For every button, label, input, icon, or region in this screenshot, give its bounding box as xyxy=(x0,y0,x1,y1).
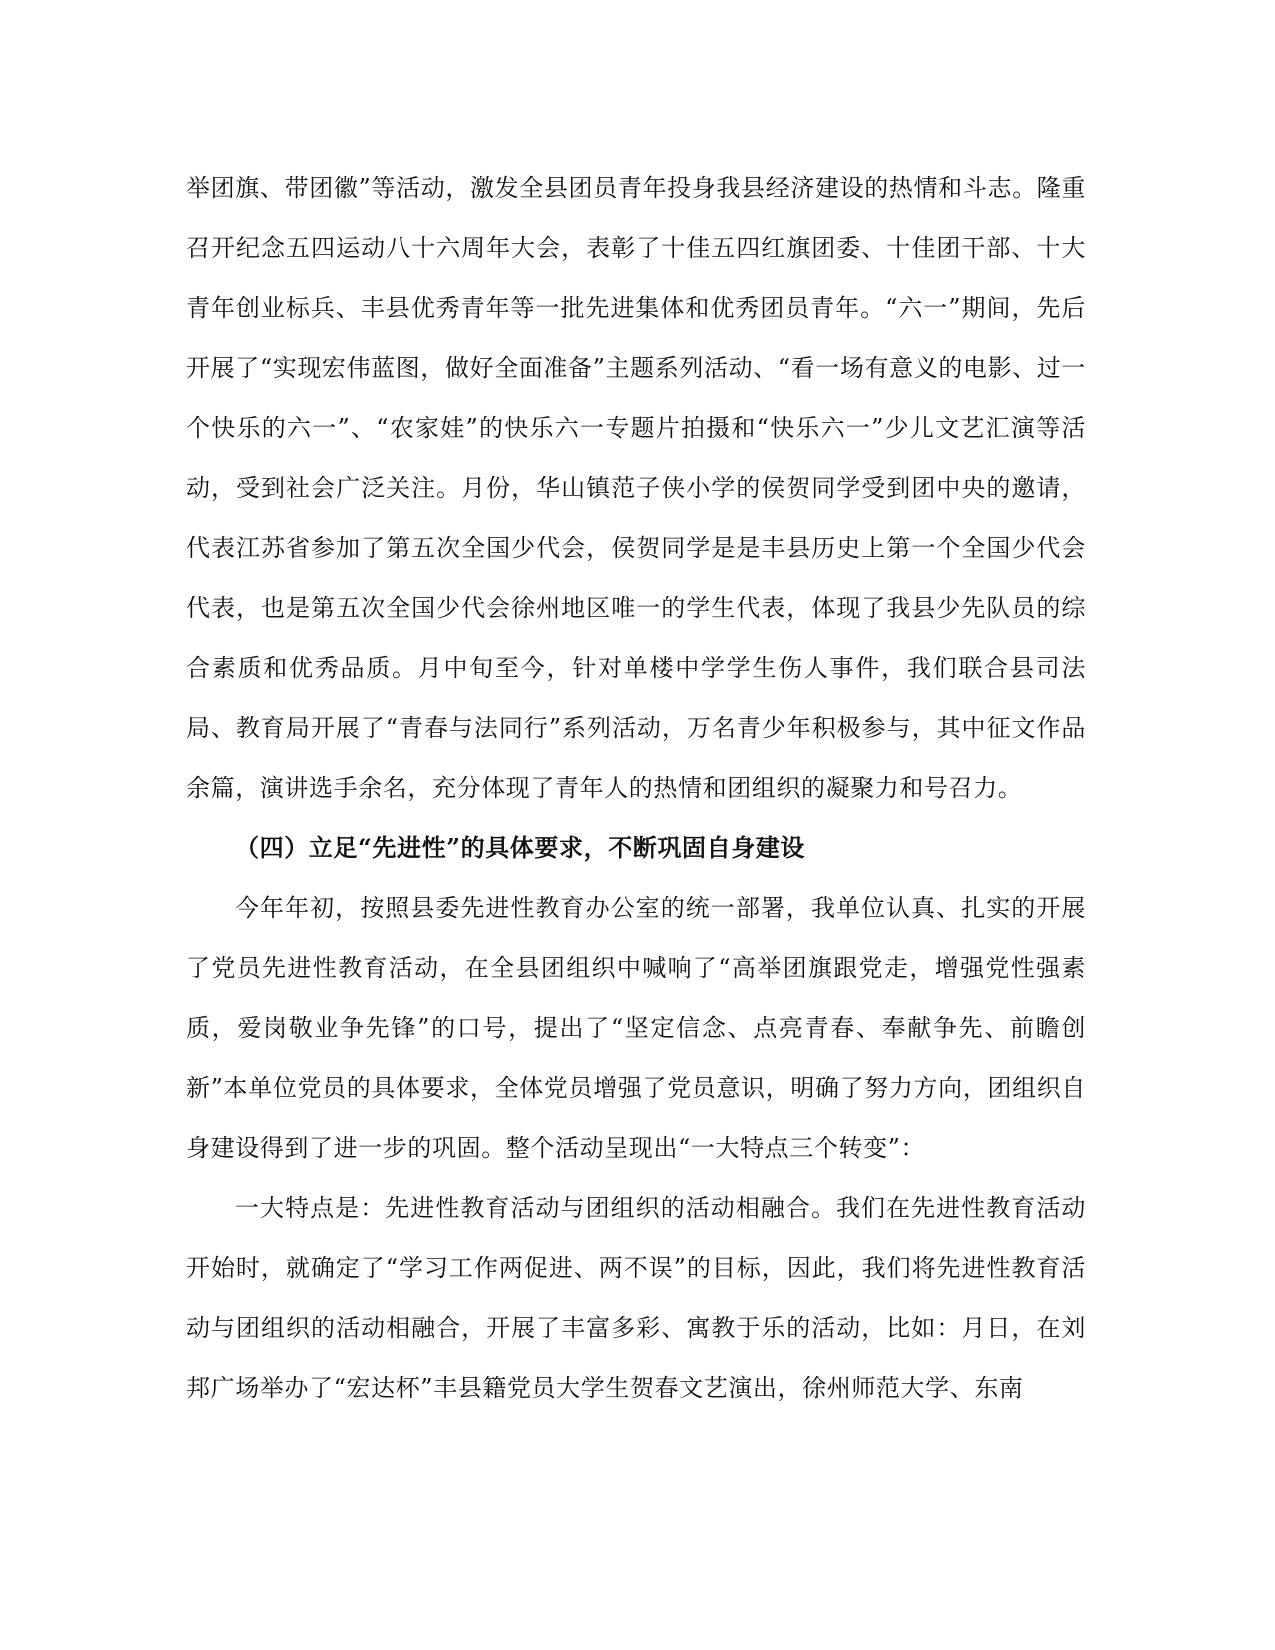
section-heading: （四）立足“先进性”的具体要求，不断巩固自身建设 xyxy=(235,833,806,862)
body-paragraph-continued: 举团旗、带团徽”等活动，激发全县团员青年投身我县经济建设的热情和斗志。隆重召开纪念五四运动八十六周年大会，表彰了十佳五四红旗团委、十佳团干部、十大青年创业标兵、丰县优秀青年等一批先进集体和优秀团员青年。“六一”期间，先后开展了“实现宏伟蓝图，做好全面准备”主题系列活动、“看一场有意义的电影、过一个快乐的六一”、“农家娃”的快乐六一专题片拍摄和“快乐六一”少儿文艺汇演等活动，受到社会广泛关注。月份，华山镇范子侠小学的侯贺同学受到团中央的邀请，代表江苏省参加了第五次全国少代会，侯贺同学是是丰县历史上第一个全国少代会代表，也是第五次全国少代会徐州地区唯一的学生代表，体现了我县少先队员的综合素质和优秀品质。月中旬至今，针对单楼中学学生伤人事件，我们联合县司法局、教育局开展了“青春与法同行”系列活动，万名青少年积极参与，其中征文作品余篇，演讲选手余名，充分体现了青年人的热情和团组织的凝聚力和号召力。 xyxy=(186,174,1086,802)
document-page xyxy=(186,158,1086,1418)
body-paragraph-major-feature: 一大特点是：先进性教育活动与团组织的活动相融合。我们在先进性教育活动开始时，就确定了“学习工作两促进、两不误”的目标，因此，我们将先进性教育活动与团组织的活动相融合，开展了丰富多彩、寓教于乐的活动，比如：月日，在刘邦广场举办了“宏达杯”丰县籍党员大学生贺春文艺演出，徐州师范大学、东南 xyxy=(186,1194,1086,1402)
body-paragraph-education-activity: 今年年初，按照县委先进性教育办公室的统一部署，我单位认真、扎实的开展了党员先进性教育活动，在全县团组织中喊响了“高举团旗跟党走，增强党性强素质，爱岗敬业争先锋”的口号，提出了“坚定信念、点亮青春、奉献争先、前瞻创新”本单位党员的具体要求，全体党员增强了党员意识，明确了努力方向，团组织自身建设得到了进一步的巩固。整个活动呈现出“一大特点三个转变”： xyxy=(186,894,1086,1162)
